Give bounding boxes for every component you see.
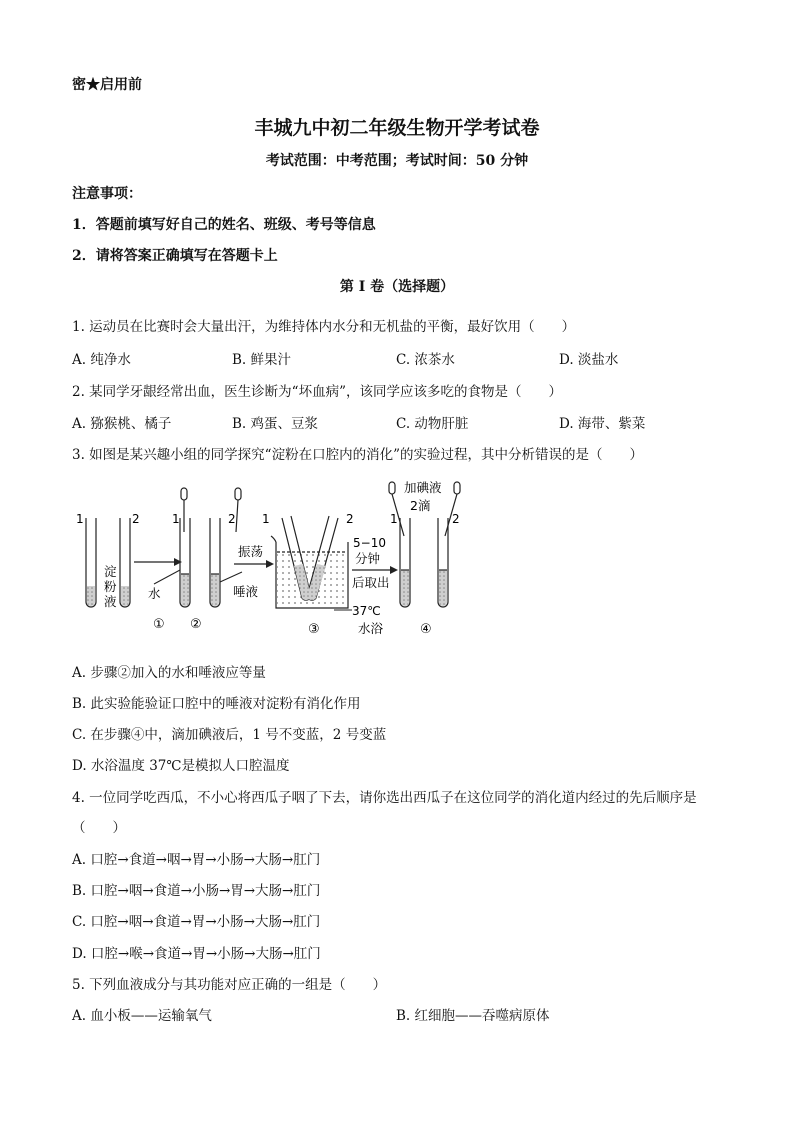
starch-label: [104, 564, 117, 609]
tube1-label: 1: [76, 512, 84, 526]
starch-char: 粉: [104, 579, 117, 594]
experiment-figure: [70, 474, 470, 644]
question-stem: 1. 运动员在比赛时会大量出汗，为维持体内水分和无机盐的平衡，最好饮用（ ）: [72, 319, 576, 335]
step3-number: ③: [308, 622, 320, 637]
option: A. 猕猴桃、橘子: [72, 416, 172, 432]
option: D. 海带、紫菜: [559, 416, 646, 432]
option: A. 口腔→食道→咽→胃→小肠→大肠→肛门: [72, 852, 321, 868]
step4-number: ④: [420, 622, 432, 637]
option: B. 口腔→咽→食道→小肠→胃→大肠→肛门: [72, 883, 321, 899]
option: B. 鲜果汁: [232, 352, 292, 368]
step2-number: ②: [190, 617, 202, 632]
bath-label: 水浴: [358, 621, 384, 636]
water-label: 水: [148, 586, 161, 601]
water-bath-beaker: [271, 516, 348, 608]
tube2-label: 2: [346, 512, 354, 526]
starch-char: 淀: [104, 564, 117, 579]
tube2-label: 2: [452, 512, 460, 526]
temp-label: 37℃: [352, 604, 381, 618]
option: A. 纯净水: [72, 352, 131, 368]
iodine-label: 2滴: [410, 498, 431, 513]
saliva-label: 唾液: [233, 584, 259, 599]
option: D. 淡盐水: [559, 352, 619, 368]
option: B. 红细胞——吞噬病原体: [396, 1008, 550, 1024]
question-stem-cont: （ ）: [72, 820, 126, 836]
exam-title: 丰城九中初二年级生物开学考试卷: [254, 117, 540, 139]
note-item: 1．答题前填写好自己的姓名、班级、考号等信息: [72, 217, 376, 233]
question-stem: 4. 一位同学吃西瓜，不小心将西瓜子咽了下去，请你选出西瓜子在这位同学的消化道内经过的先后顺序是: [72, 790, 697, 806]
option: C. 动物肝脏: [396, 416, 469, 432]
option: A. 血小板——运输氧气: [72, 1008, 212, 1024]
iodine-label: 加碘液: [404, 480, 442, 495]
option: D. 口腔→喉→食道→胃→小肠→大肠→肛门: [72, 946, 321, 962]
step1-number: ①: [153, 617, 165, 632]
note-item: 2．请将答案正确填写在答题卡上: [72, 248, 278, 264]
option: C. 在步骤④中，滴加碘液后，1 号不变蓝，2 号变蓝: [72, 727, 387, 743]
tube1-label: 1: [390, 512, 398, 526]
section-title: 第 I 卷（选择题）: [339, 279, 455, 295]
option: A. 步骤②加入的水和唾液应等量: [72, 665, 266, 681]
option: C. 口腔→咽→食道→胃→小肠→大肠→肛门: [72, 914, 321, 930]
starch-char: 液: [104, 594, 117, 609]
tube1-label: 1: [172, 512, 180, 526]
option: C. 浓茶水: [396, 352, 455, 368]
time-label: 5−10: [353, 536, 386, 550]
shake-label: 振荡: [238, 544, 264, 559]
secret-label: 密★启用前: [72, 77, 142, 93]
question-stem: 3. 如图是某兴趣小组的同学探究“淀粉在口腔内的消化”的实验过程，其中分析错误的是（ ）: [72, 447, 643, 463]
tube2-label: 2: [132, 512, 140, 526]
time-label: 分钟: [355, 551, 381, 566]
tube2-label: 2: [228, 512, 236, 526]
question-stem: 2. 某同学牙龈经常出血，医生诊断为“坏血病”，该同学应该多吃的食物是（ ）: [72, 384, 562, 400]
time-label: 后取出: [352, 575, 390, 590]
notes-heading: 注意事项：: [72, 186, 142, 202]
tube1-label: 1: [262, 512, 270, 526]
option: B. 鸡蛋、豆浆: [232, 416, 319, 432]
exam-subtitle: 考试范围：中考范围；考试时间：50 分钟: [265, 153, 529, 169]
option: D. 水浴温度 37℃是模拟人口腔温度: [72, 758, 290, 774]
option: B. 此实验能验证口腔中的唾液对淀粉有消化作用: [72, 696, 361, 712]
step2-tubes: [180, 488, 241, 607]
question-stem: 5. 下列血液成分与其功能对应正确的一组是（ ）: [72, 977, 387, 993]
